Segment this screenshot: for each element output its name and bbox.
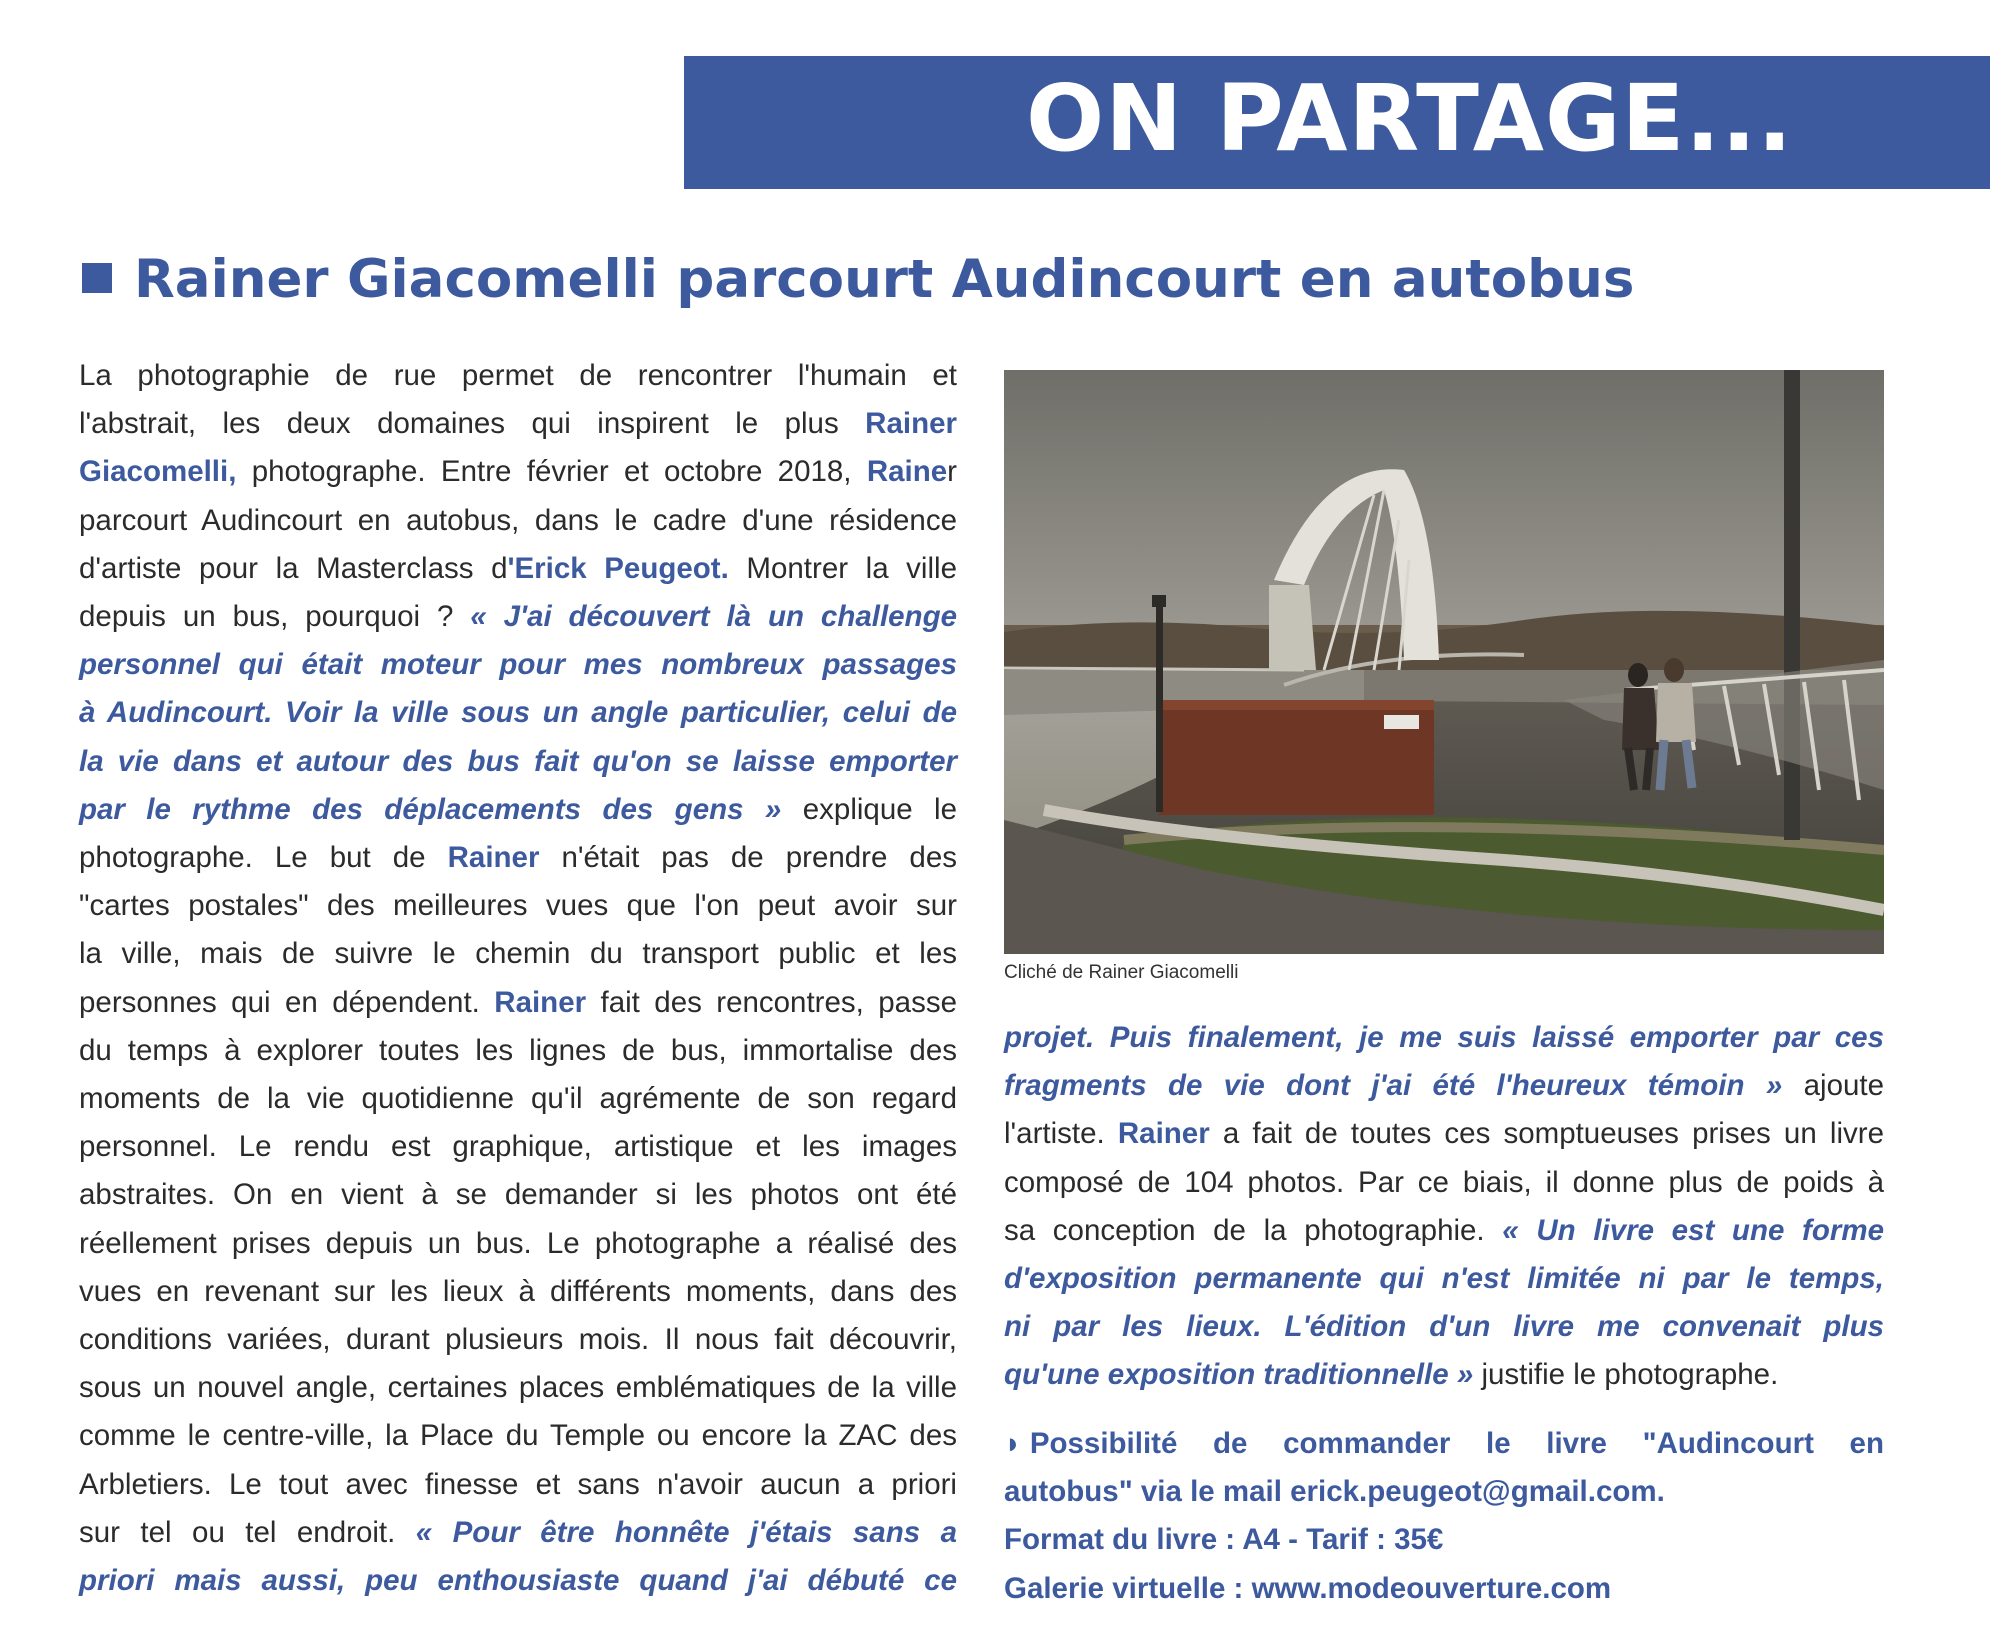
gallery-url-text: Galerie virtuelle : www.modeouverture.com bbox=[1004, 1571, 1612, 1605]
text-line: moments de la vie quotidienne qu'il agrémente de son regard bbox=[79, 1082, 957, 1116]
section-banner bbox=[684, 56, 1990, 189]
author-name: Rainer bbox=[865, 407, 957, 441]
text-line: depuis un bus, pourquoi ? « J'ai découvert là un challenge bbox=[79, 600, 957, 634]
text-line: comme le centre-ville, la Place du Temple ou encore la ZAC des bbox=[79, 1419, 957, 1453]
text-line: conditions variées, durant plusieurs mois. Il nous fait découvrir, bbox=[79, 1323, 957, 1357]
text-line: personnes qui en dépendent. Rainer fait des rencontres, passe bbox=[79, 985, 957, 1019]
quote: d'exposition permanente qui n'est limitée ni par le temps, bbox=[1004, 1262, 1884, 1296]
text-line: par le rythme des déplacements des gens » explique le bbox=[79, 792, 957, 826]
quote: par le rythme des déplacements des gens » bbox=[79, 792, 782, 826]
text-line: La photographie de rue permet de rencontrer l'humain et bbox=[79, 359, 957, 392]
article-title: Rainer Giacomelli parcourt Audincourt en autobus bbox=[134, 249, 1635, 310]
text-line bbox=[79, 1557, 957, 1605]
text-line: photographe. Le but de Rainer n'était pas de prendre des bbox=[79, 841, 957, 875]
text-line: l'abstrait, les deux domaines qui inspirent le plus Rainer bbox=[79, 407, 957, 441]
text-line: sur tel ou tel endroit. « Pour être honnête j'étais sans a bbox=[79, 1515, 957, 1549]
quote: qu'une exposition traditionnelle » bbox=[1004, 1358, 1474, 1392]
quote: la vie dans et autour des bus fait qu'on se laisse emporter bbox=[79, 744, 957, 778]
text-line bbox=[1004, 1014, 1884, 1062]
text-line: qu'une exposition traditionnelle » justifie le photographe. bbox=[1004, 1358, 1779, 1392]
text-line: personnel. Le rendu est graphique, artistique et les images bbox=[79, 1130, 957, 1164]
section-title: ON PARTAGE... bbox=[1026, 65, 1794, 172]
text-line: vues en revenant sur les lieux à différents moments, dans des bbox=[79, 1274, 957, 1308]
text-line: l'artiste. Rainer a fait de toutes ces somptueuses prises un livre bbox=[1004, 1117, 1884, 1151]
text-line bbox=[1004, 1303, 1884, 1351]
gallery-link-line bbox=[1004, 1565, 1884, 1613]
quote: à Audincourt. Voir la ville sous un angle particulier, celui de bbox=[79, 696, 957, 730]
text-line bbox=[79, 689, 957, 737]
quote: « Pour être honnête j'étais sans a bbox=[415, 1515, 957, 1549]
quote: priori mais aussi, peu enthousiaste quand j'ai débuté ce bbox=[79, 1564, 957, 1598]
bridge-photo-illustration bbox=[1004, 370, 1884, 954]
text-line: sous un nouvel angle, certaines places emblématiques de la ville bbox=[79, 1371, 957, 1405]
text-line: d'artiste pour la Masterclass d'Erick Peugeot. Montrer la ville bbox=[79, 551, 958, 585]
quote: fragments de vie dont j'ai été l'heureux témoin » bbox=[1004, 1069, 1783, 1103]
masterclass-name: 'Erick Peugeot. bbox=[507, 551, 729, 585]
author-name: Rainer bbox=[447, 841, 540, 875]
quote: « J'ai découvert là un challenge bbox=[470, 600, 957, 634]
author-name: Rainer bbox=[1117, 1117, 1210, 1151]
text-line: abstraites. On en vient à se demander si les photos ont été bbox=[79, 1178, 957, 1212]
text-line: réellement prises depuis un bus. Le photographe a réalisé des bbox=[79, 1226, 957, 1260]
headline-bullet-icon bbox=[82, 263, 112, 293]
text-line: du temps à explorer toutes les lignes de bus, immortalise des bbox=[79, 1033, 957, 1067]
author-name: Raine bbox=[866, 455, 948, 489]
text-line: la ville, mais de suivre le chemin du transport public et les bbox=[79, 937, 957, 971]
book-format: Format du livre : A4 - Tarif : 35€ bbox=[1004, 1523, 1444, 1557]
photo-caption: Cliché de Rainer Giacomelli bbox=[1004, 962, 1239, 983]
half-circle-bullet-icon: ◗ bbox=[1004, 1427, 1022, 1460]
article-photo bbox=[1004, 370, 1884, 954]
text-line: Giacomelli, photographe. Entre février et octobre 2018, Rainer bbox=[79, 455, 957, 489]
text-line: Arbletiers. Le tout avec finesse et sans n'avoir aucun a priori bbox=[79, 1467, 957, 1501]
quote: ni par les lieux. L'édition d'un livre me convenait plus bbox=[1004, 1310, 1884, 1344]
text-line: composé de 104 photos. Par ce biais, il donne plus de poids à bbox=[1004, 1165, 1884, 1199]
text-line: parcourt Audincourt en autobus, dans le cadre d'une résidence bbox=[79, 503, 957, 537]
text-line: "cartes postales" des meilleures vues que l'on peut avoir sur bbox=[79, 889, 957, 923]
article-left-column bbox=[79, 352, 957, 1605]
author-name: Rainer bbox=[494, 985, 587, 1019]
article-right-column bbox=[1004, 1014, 1884, 1400]
text-line bbox=[79, 738, 957, 786]
text-line: fragments de vie dont j'ai été l'heureux témoin » ajoute bbox=[1004, 1069, 1884, 1103]
order-line bbox=[1004, 1468, 1884, 1516]
text-line: sa conception de la photographie. « Un livre est une forme bbox=[1004, 1213, 1884, 1247]
quote: « Un livre est une forme bbox=[1502, 1213, 1884, 1247]
order-line: ◗ Possibilité de commander le livre "Audincourt en bbox=[1004, 1420, 1884, 1468]
author-name: Giacomelli, bbox=[79, 455, 237, 489]
order-info bbox=[1004, 1420, 1884, 1613]
order-email-text: autobus" via le mail erick.peugeot@gmail.com. bbox=[1004, 1475, 1665, 1509]
article-headline bbox=[82, 242, 1962, 318]
text-line bbox=[79, 641, 957, 689]
quote: personnel qui était moteur pour mes nombreux passages bbox=[79, 648, 957, 682]
quote: projet. Puis finalement, je me suis laissé emporter par ces bbox=[1004, 1021, 1884, 1054]
text-line bbox=[1004, 1255, 1884, 1303]
